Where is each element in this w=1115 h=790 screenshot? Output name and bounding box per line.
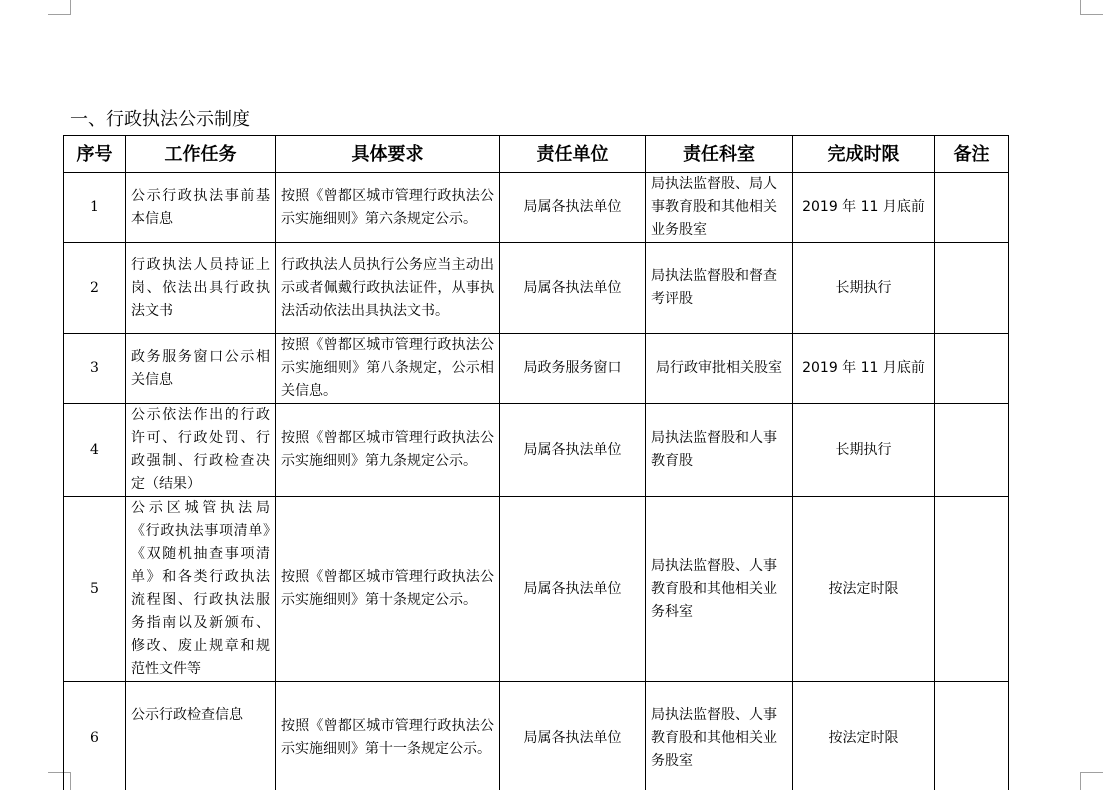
cell-requirement: 按照《曾都区城市管理行政执法公示实施细则》第九条规定公示。 xyxy=(276,404,500,497)
crop-mark-bottom-right xyxy=(1080,772,1103,790)
cell-task: 公示依法作出的行政许可、行政处罚、行政强制、行政检查决定（结果） xyxy=(126,404,276,497)
crop-mark-top-right xyxy=(1080,0,1103,15)
cell-no: 5 xyxy=(64,497,126,682)
task-table xyxy=(63,135,1009,790)
table-row xyxy=(64,497,1009,682)
table-header-row xyxy=(64,136,1009,173)
cell-remark xyxy=(935,243,1009,334)
cell-unit: 局属各执法单位 xyxy=(500,404,646,497)
cell-unit: 局属各执法单位 xyxy=(500,243,646,334)
cell-unit: 局属各执法单位 xyxy=(500,497,646,682)
table-row xyxy=(64,334,1009,404)
cell-remark xyxy=(935,404,1009,497)
header-remark: 备注 xyxy=(935,136,1009,173)
cell-remark xyxy=(935,682,1009,790)
header-task: 工作任务 xyxy=(126,136,276,173)
header-unit: 责任单位 xyxy=(500,136,646,173)
cell-requirement: 行政执法人员执行公务应当主动出示或者佩戴行政执法证件，从事执法活动依法出具执法文书。 xyxy=(276,243,500,334)
cell-task: 公示行政执法事前基本信息 xyxy=(126,173,276,243)
cell-unit: 局政务服务窗口 xyxy=(500,334,646,404)
cell-remark xyxy=(935,334,1009,404)
cell-requirement: 按照《曾都区城市管理行政执法公示实施细则》第六条规定公示。 xyxy=(276,173,500,243)
cell-deadline: 长期执行 xyxy=(793,404,935,497)
cell-no: 3 xyxy=(64,334,126,404)
cell-remark xyxy=(935,497,1009,682)
cell-office: 局行政审批相关股室 xyxy=(646,334,793,404)
cell-office: 局执法监督股、人事教育股和其他相关业务科室 xyxy=(646,497,793,682)
cell-task: 行政执法人员持证上岗、依法出具行政执法文书 xyxy=(126,243,276,334)
header-requirement: 具体要求 xyxy=(276,136,500,173)
cell-no: 4 xyxy=(64,404,126,497)
cell-office: 局执法监督股和人事教育股 xyxy=(646,404,793,497)
cell-deadline: 2019 年 11 月底前 xyxy=(793,334,935,404)
cell-task: 公示行政检查信息 xyxy=(126,682,276,790)
table-row xyxy=(64,173,1009,243)
header-office: 责任科室 xyxy=(646,136,793,173)
table-row xyxy=(64,682,1009,790)
cell-remark xyxy=(935,173,1009,243)
cell-unit: 局属各执法单位 xyxy=(500,173,646,243)
cell-unit: 局属各执法单位 xyxy=(500,682,646,790)
cell-no: 6 xyxy=(64,682,126,790)
cell-office: 局执法监督股、人事教育股和其他相关业务股室 xyxy=(646,682,793,790)
cell-requirement: 按照《曾都区城市管理行政执法公示实施细则》第八条规定，公示相关信息。 xyxy=(276,334,500,404)
header-no: 序号 xyxy=(64,136,126,173)
cell-office: 局执法监督股、局人事教育股和其他相关业务股室 xyxy=(646,173,793,243)
crop-mark-top-left xyxy=(48,0,71,15)
cell-deadline: 长期执行 xyxy=(793,243,935,334)
cell-no: 2 xyxy=(64,243,126,334)
cell-requirement: 按照《曾都区城市管理行政执法公示实施细则》第十一条规定公示。 xyxy=(276,682,500,790)
table-row xyxy=(64,404,1009,497)
cell-deadline: 按法定时限 xyxy=(793,497,935,682)
cell-task: 公示区城管执法局《行政执法事项清单》《双随机抽查事项清单》和各类行政执法流程图、行政执法服务指南以及新颁布、修改、废止规章和规范性文件等 xyxy=(126,497,276,682)
table-row xyxy=(64,243,1009,334)
cell-no: 1 xyxy=(64,173,126,243)
header-deadline: 完成时限 xyxy=(793,136,935,173)
cell-deadline: 2019 年 11 月底前 xyxy=(793,173,935,243)
section-title: 一、行政执法公示制度 xyxy=(70,109,250,130)
cell-requirement: 按照《曾都区城市管理行政执法公示实施细则》第十条规定公示。 xyxy=(276,497,500,682)
cell-office: 局执法监督股和督查考评股 xyxy=(646,243,793,334)
cell-deadline: 按法定时限 xyxy=(793,682,935,790)
cell-task: 政务服务窗口公示相关信息 xyxy=(126,334,276,404)
